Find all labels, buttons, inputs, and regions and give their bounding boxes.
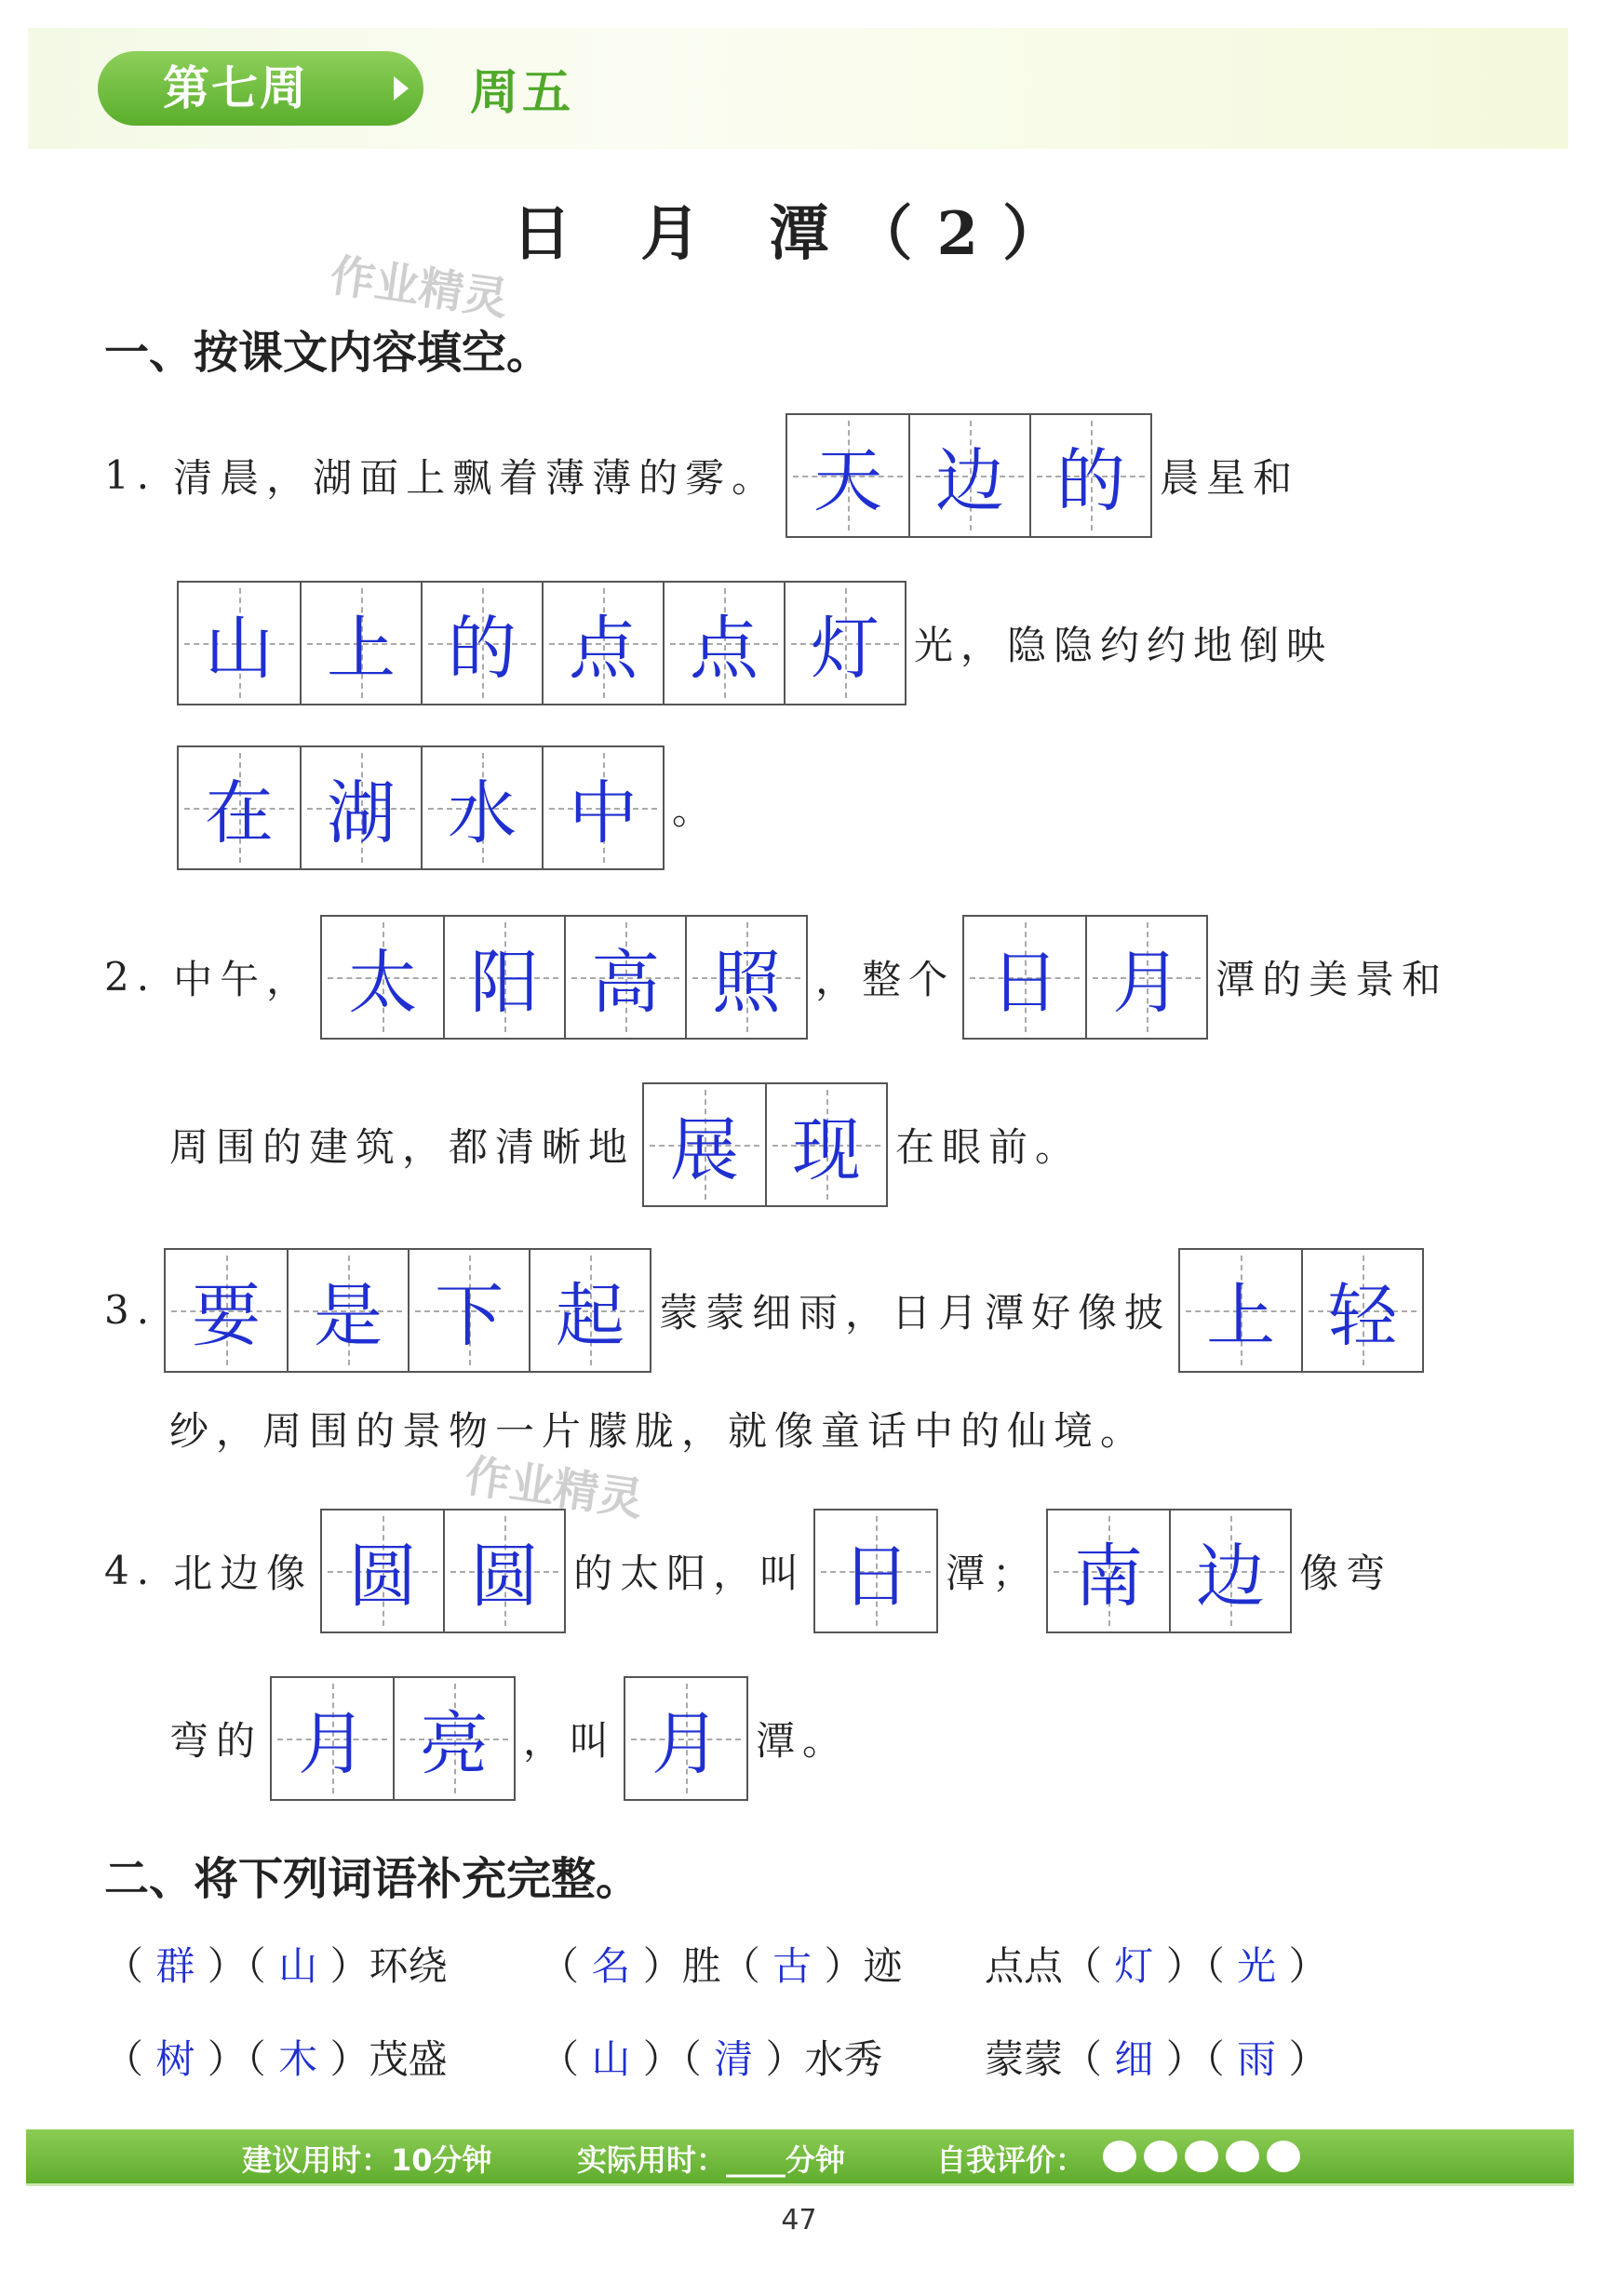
footer-bar bbox=[26, 2129, 1574, 2186]
answer-cell: 轻 bbox=[1301, 1250, 1422, 1371]
answer-grid bbox=[320, 1509, 566, 1633]
q2-text5: 在眼前。 bbox=[895, 1123, 1082, 1170]
answer-cell: 的 bbox=[1029, 415, 1150, 536]
q2-num: 2. bbox=[104, 954, 157, 1000]
q4-text7: 潭。 bbox=[756, 1717, 850, 1764]
answer-cell: 圆 bbox=[322, 1511, 443, 1631]
answer-cell: 月 bbox=[625, 1678, 746, 1799]
day-label: 周五 bbox=[470, 65, 575, 121]
answer-grid bbox=[813, 1509, 938, 1633]
answer-cell: 照 bbox=[685, 917, 806, 1038]
q2-line2 bbox=[169, 1081, 1081, 1207]
q4-text4: 像弯 bbox=[1299, 1550, 1393, 1596]
suggested-time: 建议用时：10分钟 bbox=[242, 2142, 492, 2178]
answer-cell: 现 bbox=[765, 1084, 886, 1205]
phrase: （ 树 ）（ 木 ）茂盛 bbox=[104, 2036, 448, 2082]
q3-num: 3. bbox=[104, 1287, 157, 1333]
answer-grid bbox=[642, 1082, 888, 1207]
answer-cell: 上 bbox=[1180, 1250, 1301, 1371]
answer-grid bbox=[624, 1676, 748, 1801]
answer-cell: 灯 bbox=[784, 583, 905, 704]
q2-text4: 周围的建筑，都清晰地 bbox=[169, 1123, 636, 1170]
answer-cell: 点 bbox=[663, 583, 784, 704]
q1-line3 bbox=[169, 745, 718, 870]
flower-icon bbox=[1267, 2141, 1300, 2172]
answer-cell: 下 bbox=[408, 1250, 529, 1371]
week-badge bbox=[98, 51, 423, 126]
q1-line2 bbox=[169, 580, 1333, 705]
week-label: 第七周 bbox=[163, 61, 308, 115]
answer-cell: 中 bbox=[542, 747, 663, 868]
actual-time: 实际用时：____分钟 bbox=[577, 2142, 846, 2178]
q1-text2: 晨星和 bbox=[1160, 454, 1300, 501]
answer-cell: 在 bbox=[179, 747, 300, 868]
q3-line1 bbox=[104, 1247, 1431, 1373]
answer-cell: 上 bbox=[300, 583, 421, 704]
q4-text5: 弯的 bbox=[169, 1717, 263, 1764]
section1-heading: 一、按课文内容填空。 bbox=[104, 327, 552, 379]
phrase: 蒙蒙（ 细 ）（ 雨 ） bbox=[985, 2036, 1328, 2082]
answer-cell: 是 bbox=[287, 1250, 408, 1371]
page-number: 47 bbox=[781, 2204, 817, 2236]
answer-cell: 边 bbox=[908, 415, 1029, 536]
watermark: 作业精灵 bbox=[462, 1449, 647, 1527]
flower-icon bbox=[1185, 2141, 1218, 2172]
q4-num: 4. bbox=[104, 1548, 157, 1593]
answer-cell: 山 bbox=[179, 583, 300, 704]
q2-text2: ，整个 bbox=[815, 956, 956, 1002]
q4-text3: 潭； bbox=[946, 1550, 1040, 1596]
answer-cell: 太 bbox=[322, 917, 443, 1038]
q2-line1 bbox=[104, 914, 1448, 1040]
answer-cell: 阳 bbox=[443, 917, 564, 1038]
q4-line2 bbox=[169, 1675, 849, 1801]
answer-cell: 展 bbox=[644, 1084, 765, 1205]
q4-text6: ，叫 bbox=[523, 1717, 617, 1764]
q4-text1: 北边像 bbox=[173, 1550, 314, 1596]
q2-text1: 中午， bbox=[173, 956, 314, 1002]
phrase: （ 山 ）（ 清 ）水秀 bbox=[540, 2036, 883, 2082]
q3-line2 bbox=[169, 1377, 1147, 1480]
answer-grid bbox=[177, 745, 665, 870]
answer-cell: 亮 bbox=[393, 1678, 514, 1799]
section2-heading: 二、将下列词语补充完整。 bbox=[104, 1853, 641, 1905]
answer-cell: 日 bbox=[964, 917, 1085, 1038]
q4-text2: 的太阳，叫 bbox=[573, 1550, 807, 1596]
answer-cell: 圆 bbox=[443, 1511, 564, 1631]
q1-num: 1. bbox=[104, 452, 157, 498]
q1-line1 bbox=[104, 412, 1299, 538]
answer-grid bbox=[270, 1676, 516, 1801]
q1-text4: 。 bbox=[672, 786, 719, 833]
q2-text3: 潭的美景和 bbox=[1215, 956, 1449, 1002]
flower-icon bbox=[1103, 2141, 1136, 2172]
answer-cell: 高 bbox=[564, 917, 685, 1038]
rating-stars bbox=[1103, 2141, 1300, 2172]
answer-cell: 天 bbox=[787, 415, 908, 536]
answer-grid bbox=[320, 915, 808, 1040]
q3-text2: 纱，周围的景物一片朦胧，就像童话中的仙境。 bbox=[169, 1408, 1148, 1454]
phrase: （ 名 ）胜（ 古 ）迹 bbox=[540, 1943, 903, 1989]
answer-grid bbox=[177, 581, 906, 705]
answer-grid bbox=[962, 915, 1208, 1040]
answer-cell: 边 bbox=[1169, 1511, 1290, 1631]
phrase: 点点（ 灯 ）（ 光 ） bbox=[985, 1943, 1328, 1989]
flower-icon bbox=[1144, 2141, 1177, 2172]
answer-cell: 月 bbox=[272, 1678, 393, 1799]
self-eval-label: 自我评价： bbox=[936, 2142, 1086, 2178]
answer-cell: 南 bbox=[1048, 1511, 1169, 1631]
phrase: （ 群 ）（ 山 ）环绕 bbox=[104, 1943, 448, 1989]
answer-grid bbox=[164, 1248, 651, 1373]
q3-text1: 蒙蒙细雨，日月潭好像披 bbox=[659, 1289, 1172, 1336]
q4-line1 bbox=[104, 1508, 1392, 1633]
page-title: 日 月 潭（2） bbox=[511, 199, 1087, 269]
answer-cell: 水 bbox=[421, 747, 542, 868]
arrow-icon bbox=[394, 76, 409, 101]
answer-cell: 的 bbox=[421, 583, 542, 704]
q1-text1: 清晨，湖面上飘着薄薄的雾。 bbox=[173, 454, 779, 501]
answer-grid bbox=[1178, 1248, 1424, 1373]
answer-cell: 要 bbox=[166, 1250, 287, 1371]
answer-cell: 点 bbox=[542, 583, 663, 704]
answer-cell: 月 bbox=[1085, 917, 1206, 1038]
q1-text3: 光，隐隐约约地倒映 bbox=[914, 622, 1334, 668]
flower-icon bbox=[1226, 2141, 1259, 2172]
answer-grid bbox=[1046, 1509, 1292, 1633]
answer-grid bbox=[786, 413, 1152, 538]
watermark: 作业精灵 bbox=[327, 248, 512, 327]
answer-cell: 湖 bbox=[300, 747, 421, 868]
answer-cell: 起 bbox=[529, 1250, 650, 1371]
answer-cell: 日 bbox=[815, 1511, 936, 1631]
